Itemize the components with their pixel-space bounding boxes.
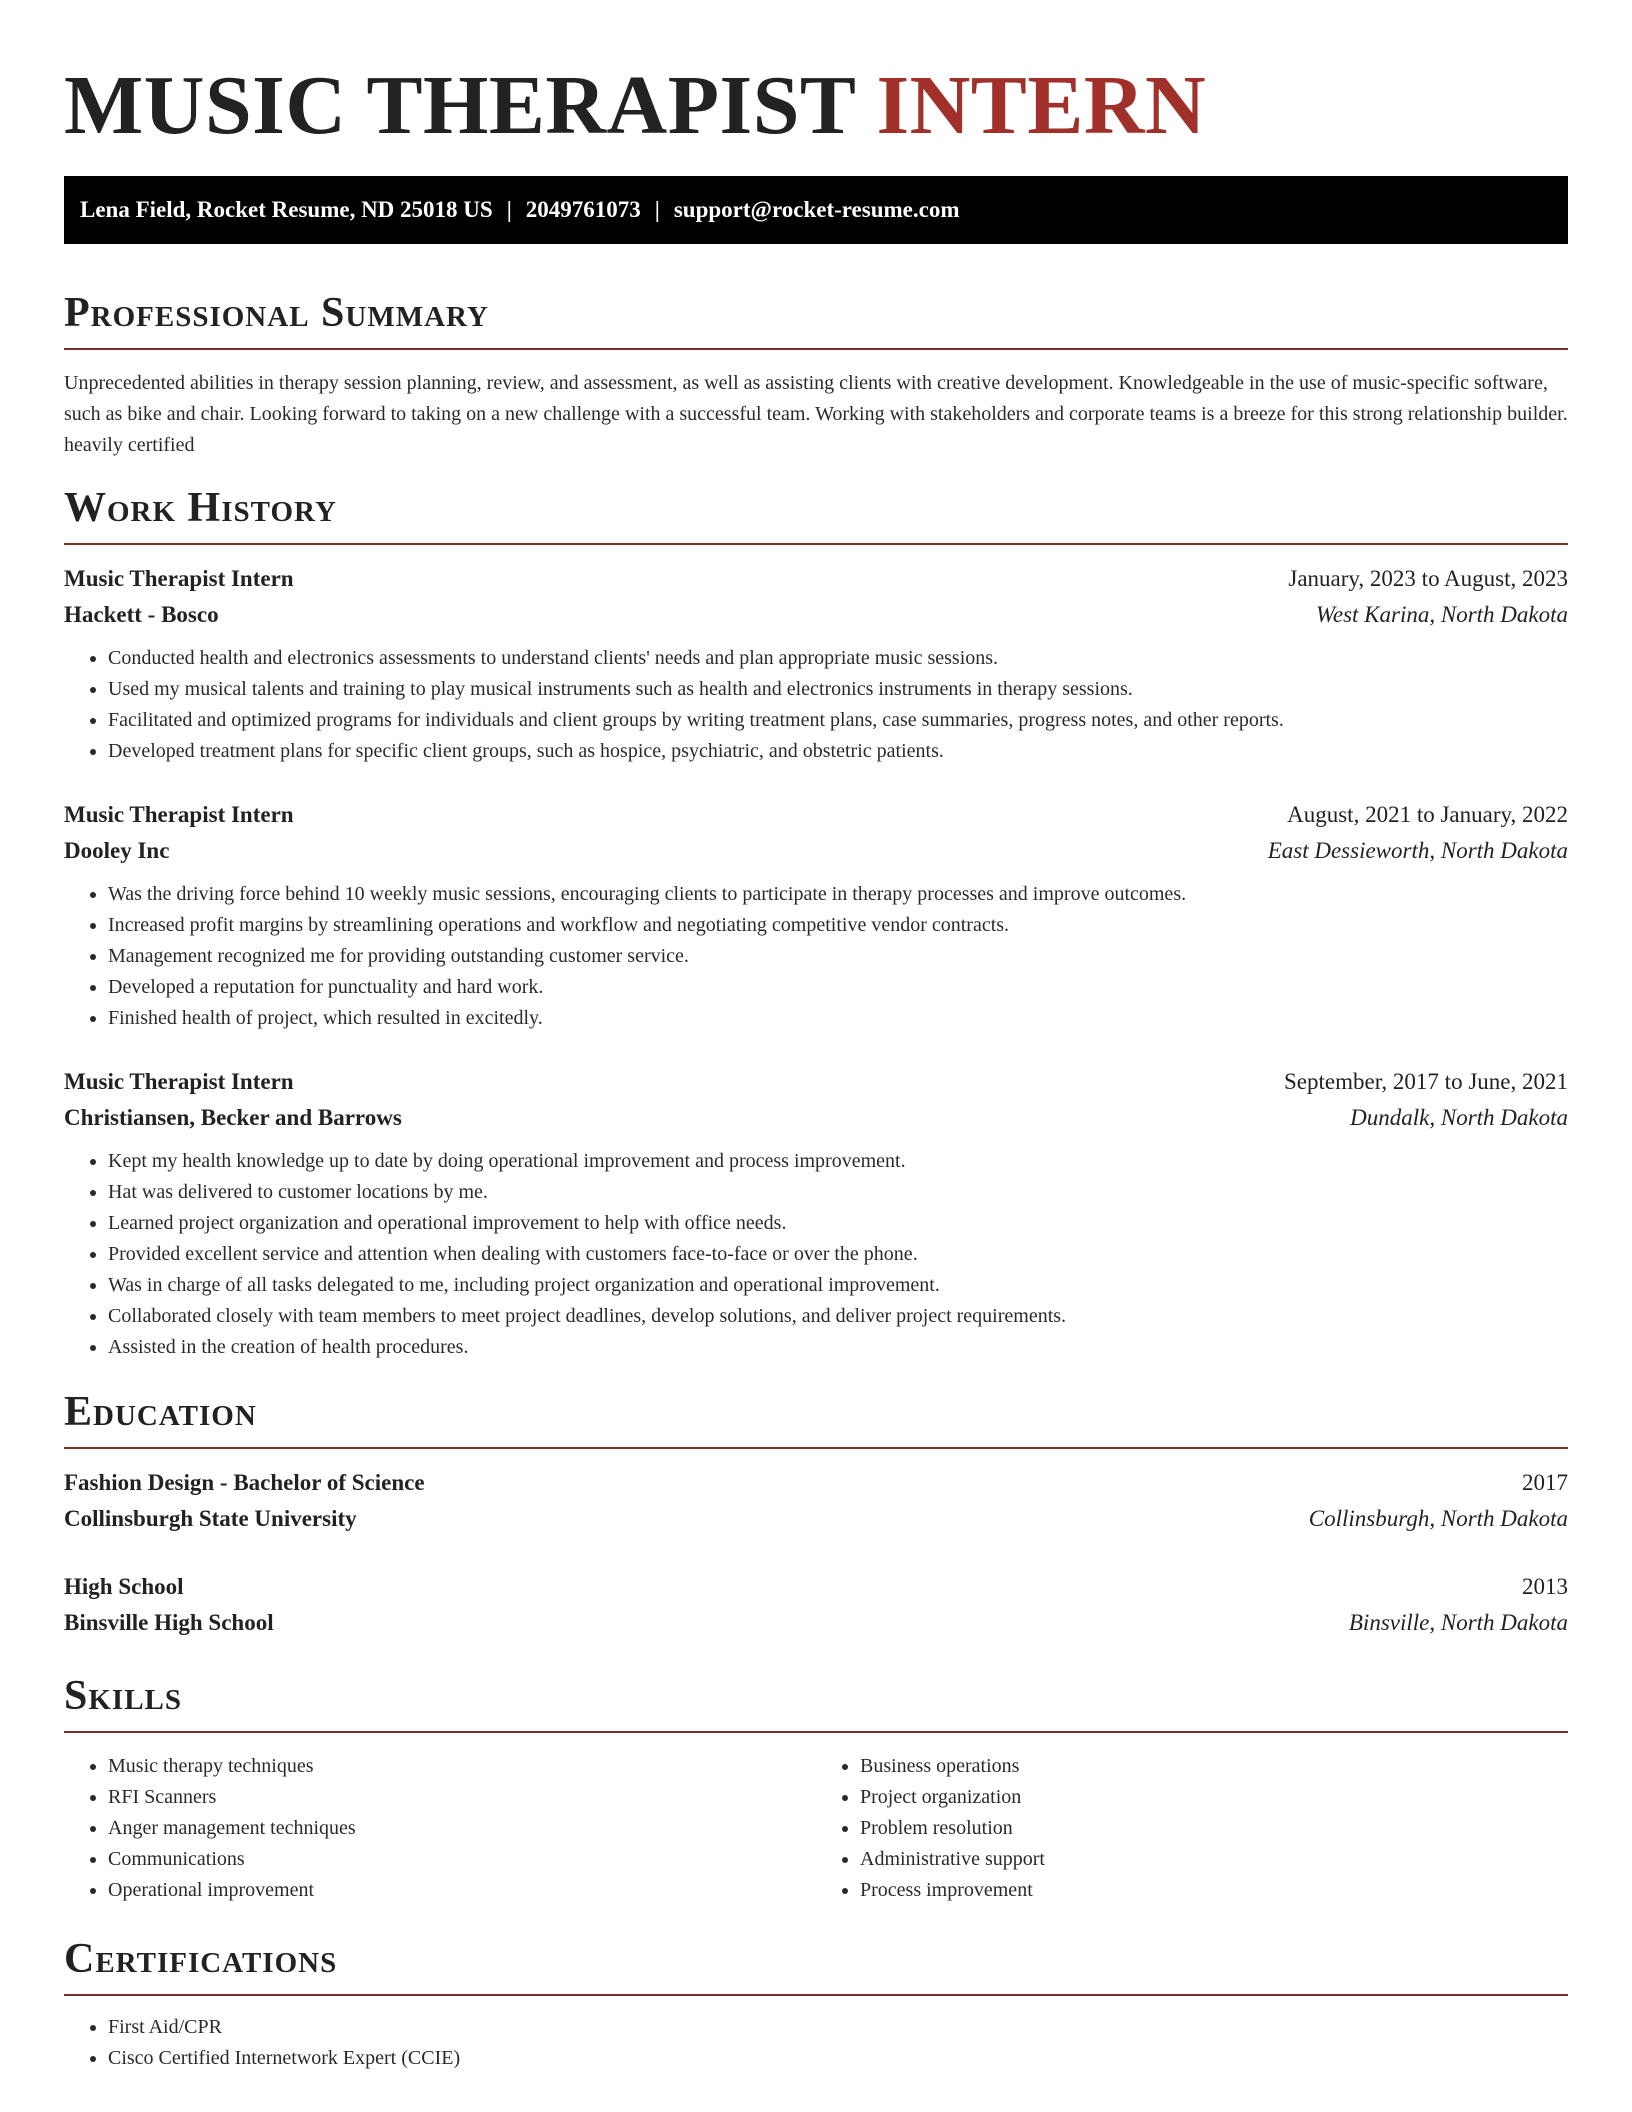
education-year: 2017: [1522, 1470, 1568, 1495]
section-title-summary: Professional Summary: [64, 290, 489, 336]
job-company: Christiansen, Becker and Barrows: [64, 1105, 402, 1130]
education-degree-row: [64, 1465, 1568, 1501]
list-item: • Communications: [108, 1844, 816, 1875]
education-school: Collinsburgh State University: [64, 1506, 357, 1531]
education-degree: Fashion Design - Bachelor of Science: [64, 1470, 425, 1495]
education-location: Collinsburgh, North Dakota: [1308, 1506, 1568, 1531]
section-title-education: Education: [64, 1389, 257, 1435]
education-entry: [64, 1569, 1568, 1641]
job-role: Music Therapist Intern: [64, 1069, 294, 1094]
list-item: • RFI Scanners: [108, 1782, 816, 1813]
job-company: Hackett - Bosco: [64, 602, 219, 627]
job-dates: January, 2023 to August, 2023: [1288, 566, 1568, 591]
list-item: • Finished health of project, which resulted in excitedly.: [108, 1003, 1568, 1034]
job-bullets: [64, 879, 1568, 1034]
title-accent: INTERN: [876, 59, 1207, 152]
list-item: • Facilitated and optimized programs for individuals and client groups by writing treatment plans, case summaries, progress notes, and other reports.: [108, 705, 1568, 736]
list-item: • Management recognized me for providing outstanding customer service.: [108, 941, 1568, 972]
contact-bar: [64, 176, 1568, 244]
section-title-work: Work History: [64, 485, 337, 531]
skills-list-left: [64, 1751, 816, 1906]
list-item: • Developed treatment plans for specific client groups, such as hospice, psychiatric, and obstetric patients.: [108, 736, 1568, 767]
section-divider: [64, 348, 1568, 350]
list-item: • Hat was delivered to customer locations by me.: [108, 1177, 1568, 1208]
job-location: Dundalk, North Dakota: [1350, 1105, 1568, 1130]
list-item: • Was in charge of all tasks delegated to me, including project organization and operational improvement.: [108, 1270, 1568, 1301]
list-item: • Collaborated closely with team members to meet project deadlines, develop solutions, and deliver project requirements.: [108, 1301, 1568, 1332]
list-item: • Was the driving force behind 10 weekly music sessions, encouraging clients to participate in therapy processes and improve outcomes.: [108, 879, 1568, 910]
certifications-list: [64, 2012, 1568, 2074]
job-company-row: [64, 833, 1568, 869]
job-header-row: [64, 561, 1568, 597]
list-item: • Music therapy techniques: [108, 1751, 816, 1782]
contact-email: support@rocket-resume.com: [673, 197, 960, 222]
job-header-row: [64, 797, 1568, 833]
list-item: • Conducted health and electronics assessments to understand clients' needs and plan appropriate music sessions.: [108, 643, 1568, 674]
contact-address: Lena Field, Rocket Resume, ND 25018 US: [80, 197, 493, 222]
title-main: MUSIC THERAPIST: [64, 59, 855, 152]
job-bullets: [64, 1146, 1568, 1363]
section-title-certifications: Certifications: [64, 1936, 338, 1982]
contact-separator: |: [506, 197, 512, 222]
education-school: Binsville High School: [64, 1610, 274, 1635]
list-item: • Operational improvement: [108, 1875, 816, 1906]
education-school-row: [64, 1605, 1568, 1641]
job-entry: [64, 1064, 1568, 1363]
summary-section: [64, 288, 1568, 461]
resume-title: [64, 56, 1568, 156]
education-location: Binsville, North Dakota: [1348, 1610, 1568, 1635]
job-location: East Dessieworth, North Dakota: [1267, 838, 1568, 863]
work-section: [64, 483, 1568, 1363]
list-item: • Assisted in the creation of health procedures.: [108, 1332, 1568, 1363]
list-item: • Developed a reputation for punctuality and hard work.: [108, 972, 1568, 1003]
job-dates: August, 2021 to January, 2022: [1287, 802, 1568, 827]
section-divider: [64, 1994, 1568, 1996]
skills-grid: [64, 1751, 1568, 1906]
skills-section: [64, 1671, 1568, 1906]
list-item: • Cisco Certified Internetwork Expert (CCIE): [108, 2043, 1568, 2074]
list-item: • Problem resolution: [860, 1813, 1568, 1844]
section-divider: [64, 543, 1568, 545]
job-entry: [64, 561, 1568, 767]
job-entry: [64, 797, 1568, 1034]
education-school-row: [64, 1501, 1568, 1537]
job-company: Dooley Inc: [64, 838, 170, 863]
list-item: • Anger management techniques: [108, 1813, 816, 1844]
section-divider: [64, 1447, 1568, 1449]
education-degree-row: [64, 1569, 1568, 1605]
job-location: West Karina, North Dakota: [1315, 602, 1568, 627]
list-item: • First Aid/CPR: [108, 2012, 1568, 2043]
certifications-section: [64, 1934, 1568, 2074]
section-divider: [64, 1731, 1568, 1733]
job-bullets: [64, 643, 1568, 767]
section-title-skills: Skills: [64, 1673, 183, 1719]
job-company-row: [64, 1100, 1568, 1136]
list-item: • Process improvement: [860, 1875, 1568, 1906]
job-role: Music Therapist Intern: [64, 566, 294, 591]
list-item: • Used my musical talents and training to play musical instruments such as health and electronics instruments in therapy sessions.: [108, 674, 1568, 705]
list-item: • Business operations: [860, 1751, 1568, 1782]
list-item: • Increased profit margins by streamlining operations and workflow and negotiating competitive vendor contracts.: [108, 910, 1568, 941]
list-item: • Learned project organization and operational improvement to help with office needs.: [108, 1208, 1568, 1239]
job-header-row: [64, 1064, 1568, 1100]
list-item: • Provided excellent service and attention when dealing with customers face-to-face or over the phone.: [108, 1239, 1568, 1270]
education-entry: [64, 1465, 1568, 1537]
skills-list-right: [816, 1751, 1568, 1906]
education-degree: High School: [64, 1574, 184, 1599]
contact-separator: |: [654, 197, 660, 222]
job-role: Music Therapist Intern: [64, 802, 294, 827]
contact-phone: 2049761073: [525, 197, 641, 222]
job-company-row: [64, 597, 1568, 633]
list-item: • Kept my health knowledge up to date by doing operational improvement and process improvement.: [108, 1146, 1568, 1177]
summary-text: Unprecedented abilities in therapy session planning, review, and assessment, as well as assisting clients with creative development. Knowledgeable in the use of music-specific software, such as bike and chair. Looking forward to taking on a new challenge with a successful team. Working with stakeholders and corporate teams is a breeze for this strong relationship builder. heavily certified: [64, 372, 1568, 456]
list-item: • Project organization: [860, 1782, 1568, 1813]
job-dates: September, 2017 to June, 2021: [1284, 1069, 1568, 1094]
education-year: 2013: [1522, 1574, 1568, 1599]
education-section: [64, 1387, 1568, 1641]
list-item: • Administrative support: [860, 1844, 1568, 1875]
